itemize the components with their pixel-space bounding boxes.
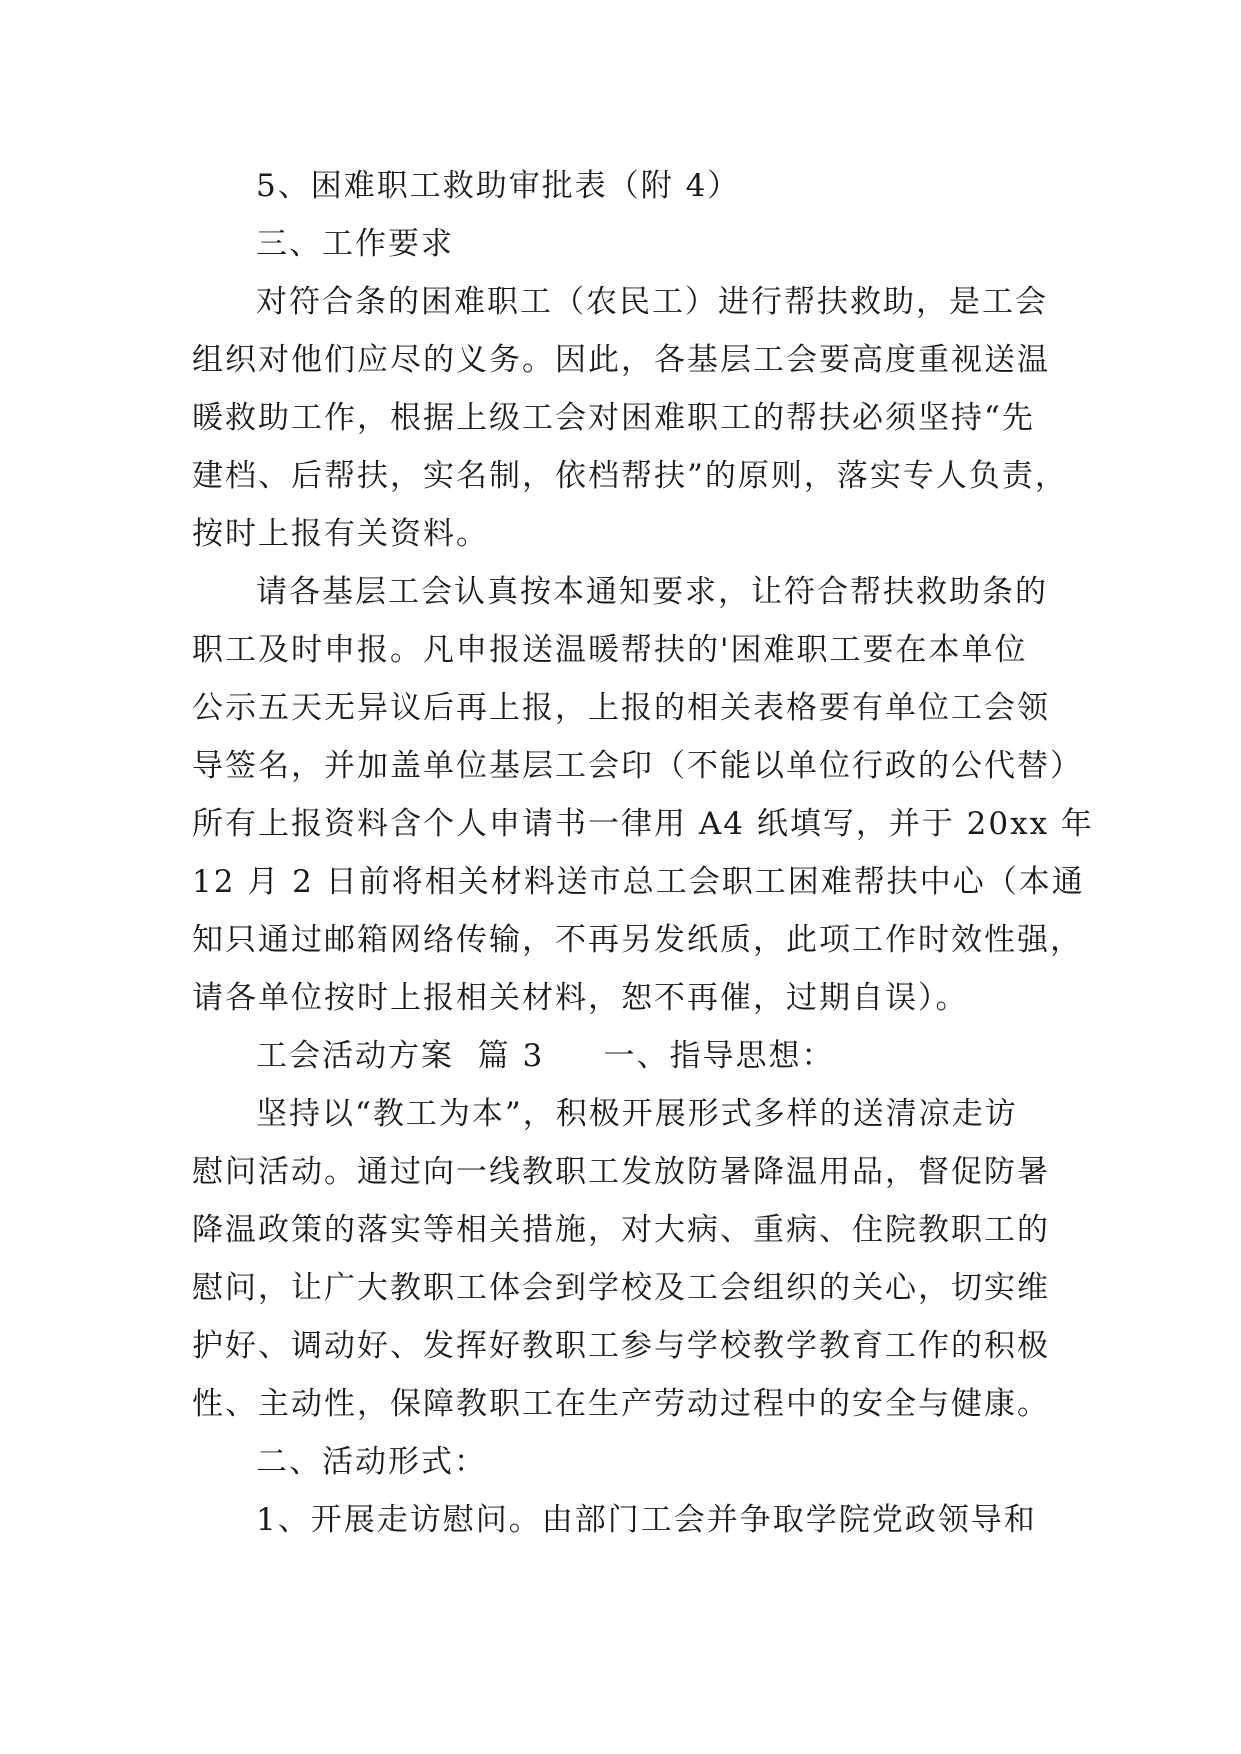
paragraph-line: 组织对他们应尽的义务。因此，各基层工会要高度重视送温 <box>192 342 1050 378</box>
list-item-visits: 1、开展走访慰问。由部门工会并争取学院党政领导和 <box>256 1502 1037 1538</box>
paragraph-line: 对符合条的困难职工（农民工）进行帮扶救助，是工会 <box>256 284 1048 320</box>
paragraph-line: 所有上报资料含个人申请书一律用 A4 纸填写，并于 20xx 年 <box>192 806 1094 842</box>
section-heading-plan: 工会活动方案 篇 3 一、指导思想： <box>256 1038 835 1074</box>
paragraph-line: 慰问活动。通过向一线教职工发放防暑降温用品，督促防暑 <box>192 1154 1050 1190</box>
paragraph-line: 降温政策的落实等相关措施，对大病、重病、住院教职工的 <box>192 1212 1050 1248</box>
paragraph-line: 坚持以“教工为本”，积极开展形式多样的送清凉走访 <box>256 1096 1018 1132</box>
list-item-approval-form: 5、困难职工救助审批表（附 4） <box>256 168 741 204</box>
paragraph-line: 护好、调动好、发挥好教职工参与学校教学教育工作的积极 <box>192 1328 1050 1364</box>
paragraph-line: 慰问，让广大教职工体会到学校及工会组织的关心，切实维 <box>192 1270 1050 1306</box>
paragraph-line: 请各基层工会认真按本通知要求，让符合帮扶救助条的 <box>256 574 1048 610</box>
paragraph-line: 性、主动性，保障教职工在生产劳动过程中的安全与健康。 <box>192 1386 1050 1422</box>
paragraph-line: 暖救助工作，根据上级工会对困难职工的帮扶必须坚持“先 <box>192 400 1035 436</box>
paragraph-line: 导签名，并加盖单位基层工会印（不能以单位行政的公代替） <box>192 748 1083 784</box>
paragraph-line: 建档、后帮扶，实名制，依档帮扶”的原则，落实专人负责， <box>192 458 1068 494</box>
paragraph-line: 职工及时申报。凡申报送温暖帮扶的'困难职工要在本单位 <box>192 632 1028 668</box>
paragraph-line: 知只通过邮箱网络传输，不再另发纸质，此项工作时效性强， <box>192 922 1083 958</box>
paragraph-line: 请各单位按时上报相关材料，恕不再催，过期自误）。 <box>192 980 969 1016</box>
paragraph-line: 按时上报有关资料。 <box>192 516 489 552</box>
section-heading-requirements: 三、工作要求 <box>256 226 454 262</box>
paragraph-line: 12 月 2 日前将相关材料送市总工会职工困难帮扶中心（本通 <box>192 864 1085 900</box>
paragraph-line: 公示五天无异议后再上报，上报的相关表格要有单位工会领 <box>192 690 1050 726</box>
section-heading-activity-form: 二、活动形式： <box>256 1444 487 1480</box>
